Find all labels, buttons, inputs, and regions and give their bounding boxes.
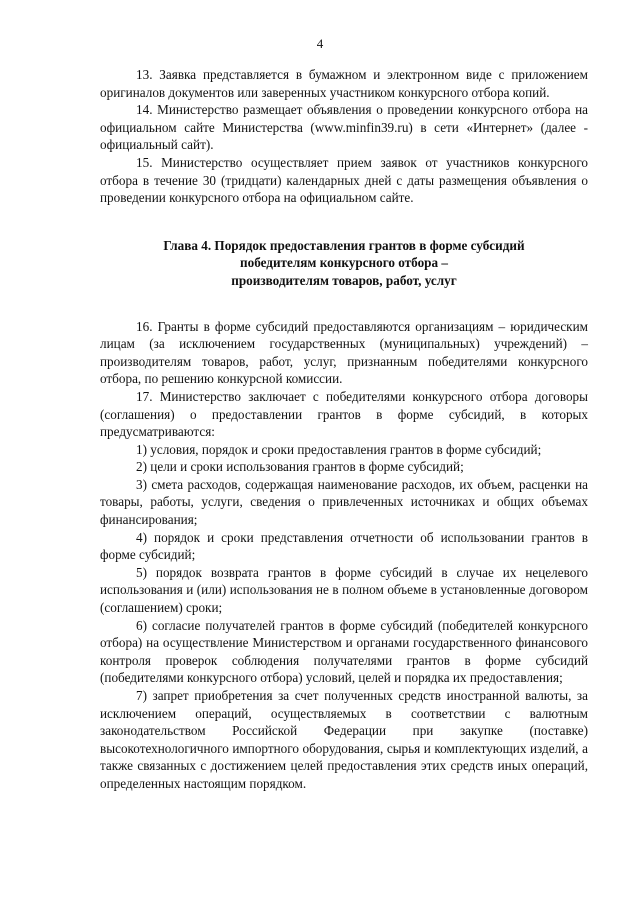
list-item-3: 3) смета расходов, содержащая наименование расходов, их объем, расценки на товары, работы, услуги, сведения о привлеченных источниках и общих объемах финансирования; <box>100 476 588 528</box>
page-number: 4 <box>316 36 324 51</box>
paragraph-17: 17. Министерство заключает с победителями конкурсного отбора договоры (соглашения) о предоставлении грантов в форме субсидий, в которых предусматриваются: <box>100 388 588 440</box>
paragraph-15: 15. Министерство осуществляет прием заявок от участников конкурсного отбора в течение 30 (тридцати) календарных дней с даты размещения объявления о проведении конкурсного отбора на официальном сайте. <box>100 154 588 206</box>
list-item-2: 2) цели и сроки использования грантов в форме субсидий; <box>136 459 464 475</box>
list-item-6: 6) согласие получателей грантов в форме субсидий (победителей конкурсного отбора) на осуществление Министерством и органами государственного финансового контроля проверок соблюдения получателями грантов в форме субсидий (победителями конкурсного отбора) условий, целей и порядка их предоставления; <box>100 617 588 686</box>
list-item-5: 5) порядок возврата грантов в форме субсидий в случае их нецелевого использования и (или) использования не в полном объеме в установленные договором (соглашением) сроки; <box>100 564 588 616</box>
chapter-heading-line-1: Глава 4. Порядок предоставления грантов в форме субсидий <box>163 237 525 253</box>
chapter-heading-line-2: победителям конкурсного отбора – <box>240 255 448 271</box>
list-item-4: 4) порядок и сроки представления отчетности об использовании грантов в форме субсидий; <box>100 529 588 563</box>
paragraph-16: 16. Гранты в форме субсидий предоставляются организациям – юридическим лицам (за исключением государственных (муниципальных) учреждений) – производителям товаров, работ, услуг, признанным победителями конкурсного отбора, по решению конкурсной комиссии. <box>100 318 588 387</box>
list-item-7: 7) запрет приобретения за счет полученных средств иностранной валюты, за исключением операций, осуществляемых в соответствии с валютным законодательством Российской Федерации при закупке (поставке) высокотехнологичного импортного оборудования, сырья и комплектующих изделий, а также связанных с достижением целей предоставления этих средств иных операций, определенных настоящим порядком. <box>100 688 588 791</box>
document-body <box>100 66 588 793</box>
chapter-heading-line-3: производителям товаров, работ, услуг <box>231 272 457 288</box>
list-item-1: 1) условия, порядок и сроки предоставления грантов в форме субсидий; <box>136 441 542 457</box>
chapter-heading <box>100 237 588 290</box>
paragraph-13: 13. Заявка представляется в бумажном и электронном виде с приложением оригиналов документов или заверенных участником конкурсного отбора копий. <box>100 67 588 100</box>
paragraph-14: 14. Министерство размещает объявления о проведении конкурсного отбора на официальном сайте Министерства (www.minfin39.ru) в сети «Интернет» (далее - официальный сайт). <box>100 102 588 153</box>
